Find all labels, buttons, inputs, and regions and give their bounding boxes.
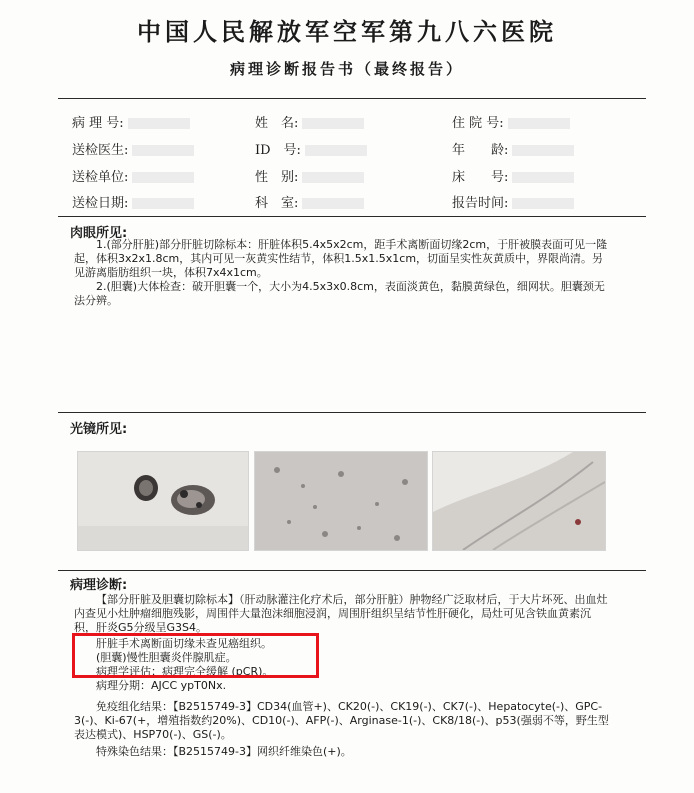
micro-image-3	[432, 451, 606, 551]
header-top-rule	[58, 98, 646, 99]
diagnosis-paragraph: 【部分肝脏及胆囊切除标本】（肝动脉灌注化疗术后，部分肝脏）肿物经广泛取材后，于大片坏死、出血灶内查见小灶肿瘤细胞残影，周围伴大量泡沫细胞浸润，周围肝组织呈结节性肝硬化，局灶可见含铁血黄素沉积，肝炎G5分级呈G3S4。	[74, 593, 608, 634]
header-bottom-rule	[58, 216, 646, 217]
field-dept: 科 室:	[255, 192, 364, 211]
micro-image-2	[254, 451, 428, 551]
report-title: 病理诊断报告书（最终报告）	[229, 60, 464, 78]
gross-title: 肉眼所见:	[70, 226, 128, 241]
field-admission-no: 住 院 号:	[452, 112, 570, 131]
highlight-box	[72, 633, 319, 678]
field-bed: 床 号:	[452, 166, 574, 185]
diagnosis-line-4: 病理分期：AJCC ypT0Nx.	[96, 679, 227, 692]
microscopy-title: 光镜所见:	[70, 422, 128, 437]
special-stain: 特殊染色结果：【B2515749-3】网织纤维染色(+)。	[96, 745, 352, 758]
field-report-time: 报告时间:	[452, 192, 574, 211]
diagnosis-line-3: 病理学评估：病理完全缓解 (pCR)。	[96, 665, 274, 678]
micro-rule	[58, 412, 646, 413]
field-doctor: 送检医生:	[72, 139, 194, 158]
field-age: 年 龄:	[452, 139, 574, 158]
micro-image-1	[77, 451, 249, 551]
gross-paragraph-1: 1.(部分肝脏)部分肝脏切除标本：肝脏体积5.4x5x2cm，距手术离断面切缘2cm，于肝被膜表面可见一隆起，体积3x2x1.8cm，其内可见一灰黄实性结节，体积1.5x1.5x1cm，切面呈实性灰黄质中，界限尚清。另见游离脂肪组织一块，体积7x4x1cm。	[74, 238, 608, 279]
field-sex: 性 别:	[255, 166, 364, 185]
field-pathology-no: 病 理 号:	[72, 112, 190, 131]
gross-paragraph-2: 2.(胆囊)大体检查：破开胆囊一个，大小为4.5x3x0.8cm，表面淡黄色，黏膜黄绿色，细网状。胆囊颈无法分辨。	[74, 280, 605, 307]
diagnosis-rule	[58, 570, 646, 571]
field-id: ID 号:	[255, 139, 367, 158]
field-unit: 送检单位:	[72, 166, 194, 185]
field-name: 姓 名:	[255, 112, 364, 131]
diagnosis-line-1: 肝脏手术离断面切缘未查见癌组织。	[96, 637, 272, 650]
diagnosis-line-2: (胆囊)慢性胆囊炎伴腺肌症。	[96, 651, 237, 664]
hospital-name: 中国人民解放军空军第九八六医院	[137, 17, 557, 46]
field-date: 送检日期:	[72, 192, 194, 211]
diagnosis-title: 病理诊断:	[70, 578, 128, 593]
immunohistochemistry: 免疫组化结果：【B2515749-3】CD34(血管+)、CK20(-)、CK19(-)、CK7(-)、Hepatocyte(-)、GPC-3(-)、Ki-67(+，增殖指数约20%)、CD10(-)、AFP(-)、Arginase-1(-)、CK8/18(-)、p53(强弱不等，野生型表达模式)、HSP70(-)、GS(-)。	[74, 700, 609, 741]
